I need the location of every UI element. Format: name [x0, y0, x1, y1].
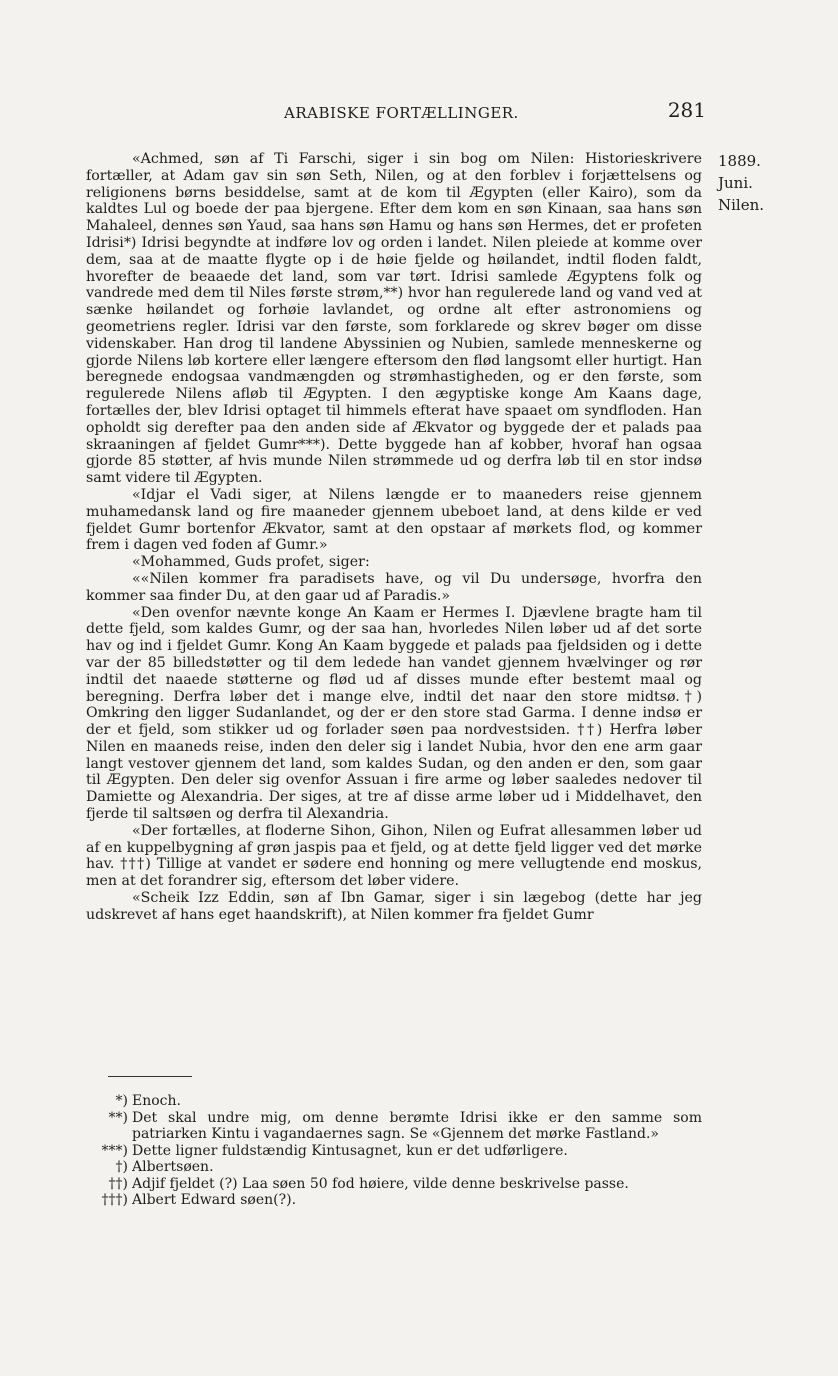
body-text: [86, 151, 702, 924]
footnote: [86, 1176, 702, 1193]
margin-notes: [718, 150, 788, 216]
footnote: [86, 1192, 702, 1209]
footnote-mark: ††): [108, 1175, 128, 1192]
footnote-mark: †): [115, 1159, 128, 1175]
paragraph: «Mohammed, Guds profet, siger:: [132, 554, 370, 571]
footnote-mark: **): [108, 1109, 128, 1126]
footnote-text: Dette ligner fuldstændig Kintusagnet, kun er det udførligere.: [132, 1142, 568, 1159]
footnotes: [86, 1093, 702, 1209]
footnote: [86, 1143, 702, 1160]
footnote-text: Adjif fjeldet (?) Laa søen 50 fod høiere, vilde denne beskrivelse passe.: [132, 1175, 629, 1192]
footnote-mark: ***): [101, 1142, 128, 1159]
footnote-text: Enoch.: [132, 1093, 181, 1109]
page-number: 281: [667, 98, 706, 122]
footnote: [86, 1159, 702, 1176]
margin-note-month: Juni.: [718, 174, 753, 192]
footnote-divider: [108, 1076, 192, 1077]
footnote-text: Det skal undre mig, om denne berømte Idrisi ikke er den samme som patriarken Kintu i vagandaernes sagn. Se «Gjennem det mørke Fastland.»: [132, 1109, 702, 1142]
paragraph: «Idjar el Vadi siger, at Nilens længde er to maaneders reise gjennem muhamedansk land og fire maaneder gjennem ubeboet land, at dens kilde er ved fjeldet Gumr bortenfor Ækvator, samt at den opstaar af mørkets flod, og kommer frem i dagen ved foden af Gumr.»: [86, 486, 702, 554]
margin-note-topic: Nilen.: [718, 196, 765, 214]
paragraph: «Der fortælles, at floderne Sihon, Gihon, Nilen og Eufrat allesammen løber ud af en kuppelbygning af grøn jaspis paa et fjeld, og at dette fjeld ligger ved det mørke hav. †††) Tillige at vandet er sødere end honning og mere vellugtende end moskus, men at det forandrer sig, eftersom det løber videre.: [86, 822, 702, 890]
footnote-text: Albertsøen.: [132, 1159, 214, 1175]
running-head: ARABISKE FORTÆLLINGER.: [284, 104, 519, 122]
page-header: [86, 100, 706, 126]
footnote-text: Albert Edward søen(?).: [132, 1192, 297, 1208]
footnote-mark: *): [115, 1093, 128, 1109]
footnote: [86, 1093, 702, 1110]
footnote-mark: †††): [101, 1192, 128, 1208]
paragraph: ««Nilen kommer fra paradisets have, og vil Du undersøge, hvorfra den kommer saa finder Du, at den gaar ud af Paradis.»: [86, 570, 702, 604]
paragraph: «Scheik Izz Eddin, søn af Ibn Gamar, siger i sin lægebog (dette har jeg udskrevet af hans eget haandskrift), at Nilen kommer fra fjeldet Gumr: [86, 890, 702, 923]
paragraph: «Achmed, søn af Ti Farschi, siger i sin bog om Nilen: Historieskrivere fortæller, at Adam gav sin søn Seth, Nilen, og at den forblev i forjættelsens og religionens børns besiddelse, samt at de kom til Ægypten (eller Kairo), som da kaldtes Lul og boede der paa bjergene. Efter dem kom en søn Kinaan, saa hans søn Mahaleel, dennes søn Yaud, saa hans søn Hamu og hans søn Hermes, det er profeten Idrisi*) Idrisi begyndte at indføre lov og orden i landet. Nilen pleiede at komme over dem, saa at de maatte flygte op i de høie fjelde og høilandet, indtil floden faldt, hvorefter de beaaede det land, som var tørt. Idrisi samlede Ægyptens folk og vandrede med dem til Niles første strøm,**) hvor han regulerede land og vand ved at sænke høilandet og forhøie lavlandet, og ordne alt efter astronomiens og geometriens regler. Idrisi var den første, som forklarede og skrev bøger om disse videnskaber. Han drog til landene Abyssinien og Nubien, samlede menneskerne og gjorde Nilens løb kortere eller længere eftersom den flød langsomt eller hurtigt. Han beregnede endogsaa vandmængden og strømhastigheden, og er den første, som regulerede Nilens afløb til Ægypten. I den ægyptiske konge Am Kaans dage, fortælles der, blev Idrisi optaget til himmels efterat have spaaet om syndfloden. Han opholdt sig derefter paa den anden side af Ækvator og byggede der et palads paa skraaningen af fjeldet Gumr***). Dette byggede han af kobber, hvoraf han ogsaa gjorde 85 støtter, af hvis munde Nilen strømmede ud og derfra løb til en stor indsø samt videre til Ægypten.: [86, 151, 702, 487]
paragraph: «Den ovenfor nævnte konge An Kaam er Hermes I. Djævlene bragte ham til dette fjeld, som kaldes Gumr, og der saa han, hvorledes Nilen løber ud af det sorte hav og ind i fjeldet Gumr. Kong An Kaam byggede et palads paa fjeldsiden og i dette var der 85 billedstøtter og til dem ledede han vandet gjennem hvælvinger og rør indtil det naaede støtterne og flød ud af disses munde efter bestemt maal og beregning. Derfra løber det i mange elve, indtil det naar den store midtsø.†) Omkring den ligger Sudanlandet, og der er den store stad Garma. I denne indsø er der et fjeld, som stikker ud og forlader søen paa nordvestsiden. ††) Herfra løber Nilen en maaneds reise, inden den deler sig i landet Nubia, hvor den ene arm gaar langt vestover gjennem det land, som kaldes Sudan, og den anden er den, som gaar til Ægypten. Den deler sig ovenfor Assuan i fire arme og løber saaledes nedover til Damiette og Alexandria. Der siges, at tre af disse arme løber ud i Middelhavet, den fjerde til saltsøen og derfra til Alexandria.: [86, 604, 702, 823]
margin-note-year: 1889.: [718, 152, 761, 170]
footnote: [86, 1110, 702, 1143]
